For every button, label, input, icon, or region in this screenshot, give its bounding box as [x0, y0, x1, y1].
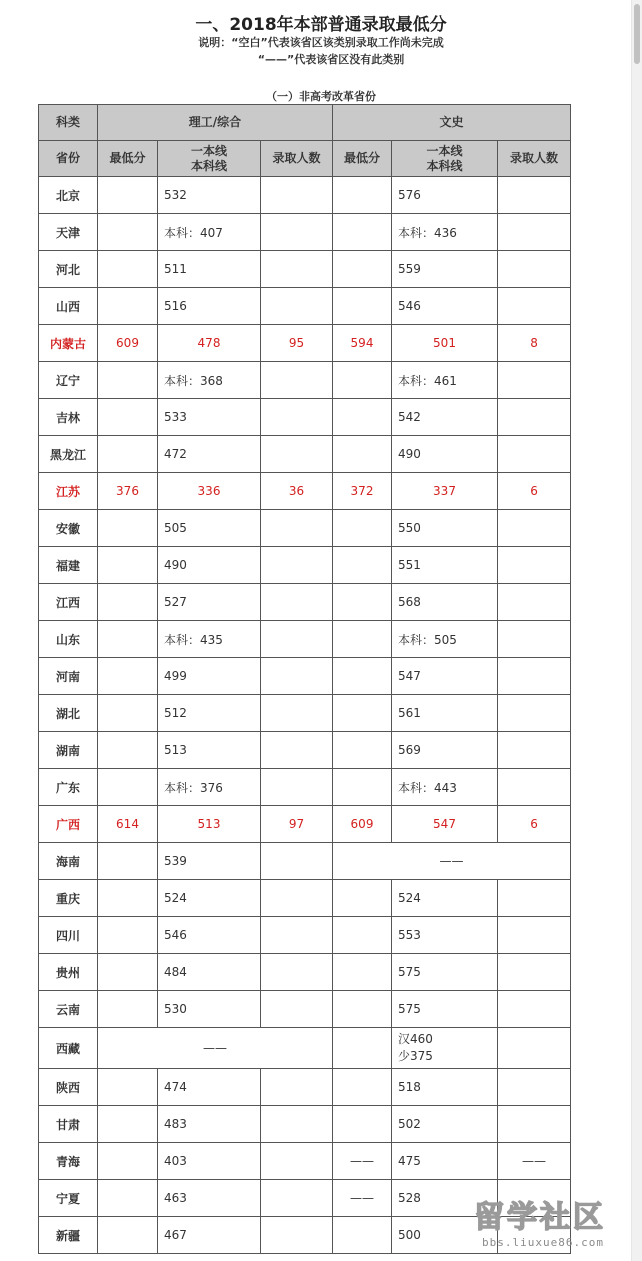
- arts-line: 542: [392, 399, 498, 436]
- science-admitted: [261, 1217, 333, 1254]
- science-line: 483: [158, 1106, 261, 1143]
- arts-line: 547: [392, 658, 498, 695]
- arts-line: 汉460 少375: [392, 1028, 498, 1069]
- science-admitted: [261, 621, 333, 658]
- science-admitted: [261, 251, 333, 288]
- science-admitted: [261, 214, 333, 251]
- science-line: 463: [158, 1180, 261, 1217]
- province-cell: 青海: [39, 1143, 98, 1180]
- science-min-score: [98, 584, 158, 621]
- arts-admitted: 6: [498, 473, 571, 510]
- arts-admitted: [498, 214, 571, 251]
- science-merged-cell: ——: [98, 1028, 333, 1069]
- science-line: 527: [158, 584, 261, 621]
- table-row: [39, 621, 571, 658]
- science-min-score: [98, 1143, 158, 1180]
- science-line: 513: [158, 732, 261, 769]
- header-row-category: [39, 105, 571, 141]
- table-row: [39, 1028, 571, 1069]
- arts-admitted: [498, 1028, 571, 1069]
- table-row: [39, 695, 571, 732]
- science-min-score: [98, 1217, 158, 1254]
- table-row: [39, 251, 571, 288]
- science-admitted: [261, 177, 333, 214]
- table-row: [39, 991, 571, 1028]
- table-row: [39, 325, 571, 362]
- science-admitted: [261, 917, 333, 954]
- table-row: [39, 547, 571, 584]
- arts-line: 575: [392, 954, 498, 991]
- table-row: [39, 917, 571, 954]
- arts-min-score: ——: [333, 1143, 392, 1180]
- science-min-score: [98, 991, 158, 1028]
- science-admitted: [261, 880, 333, 917]
- table-row: [39, 584, 571, 621]
- province-cell: 广西: [39, 806, 98, 843]
- arts-admitted: [498, 769, 571, 806]
- arts-line: 568: [392, 584, 498, 621]
- science-line: 539: [158, 843, 261, 880]
- arts-line: 本科：443: [392, 769, 498, 806]
- table-row: [39, 436, 571, 473]
- arts-admitted: [498, 621, 571, 658]
- arts-min-score: [333, 695, 392, 732]
- scrollbar-track[interactable]: [631, 0, 642, 1261]
- science-line: 512: [158, 695, 261, 732]
- arts-min-score: [333, 954, 392, 991]
- arts-line: 553: [392, 917, 498, 954]
- arts-line: 501: [392, 325, 498, 362]
- science-min-score: 614: [98, 806, 158, 843]
- science-admitted: [261, 843, 333, 880]
- arts-line: 本科：505: [392, 621, 498, 658]
- arts-admitted: [498, 362, 571, 399]
- science-min-score: [98, 399, 158, 436]
- science-line: 484: [158, 954, 261, 991]
- science-line: 本科：435: [158, 621, 261, 658]
- arts-admitted: [498, 917, 571, 954]
- province-cell: 重庆: [39, 880, 98, 917]
- arts-line: 本科：461: [392, 362, 498, 399]
- header-science-admitted: 录取人数: [261, 141, 333, 177]
- science-admitted: [261, 362, 333, 399]
- watermark-logo-text: 留学社区: [474, 1200, 606, 1235]
- arts-min-score: [333, 1217, 392, 1254]
- province-cell: 天津: [39, 214, 98, 251]
- table-row: [39, 1106, 571, 1143]
- science-admitted: [261, 547, 333, 584]
- arts-admitted: [498, 177, 571, 214]
- arts-min-score: [333, 362, 392, 399]
- province-cell: 四川: [39, 917, 98, 954]
- science-min-score: [98, 362, 158, 399]
- science-admitted: [261, 658, 333, 695]
- province-cell: 海南: [39, 843, 98, 880]
- science-min-score: [98, 1069, 158, 1106]
- science-min-score: [98, 547, 158, 584]
- science-line: 513: [158, 806, 261, 843]
- header-category: 科类: [39, 105, 98, 141]
- science-line: 516: [158, 288, 261, 325]
- arts-min-score: [333, 547, 392, 584]
- province-cell: 辽宁: [39, 362, 98, 399]
- arts-min-score: 594: [333, 325, 392, 362]
- science-admitted: [261, 584, 333, 621]
- arts-admitted: [498, 991, 571, 1028]
- science-min-score: [98, 288, 158, 325]
- science-min-score: [98, 436, 158, 473]
- table-row: [39, 177, 571, 214]
- arts-line: 561: [392, 695, 498, 732]
- province-cell: 北京: [39, 177, 98, 214]
- header-science: 理工/综合: [98, 105, 333, 141]
- arts-line: 518: [392, 1069, 498, 1106]
- header-arts: 文史: [333, 105, 571, 141]
- science-admitted: [261, 436, 333, 473]
- science-admitted: 95: [261, 325, 333, 362]
- arts-min-score: [333, 510, 392, 547]
- arts-line: 337: [392, 473, 498, 510]
- score-table: [38, 104, 571, 1254]
- arts-line: 576: [392, 177, 498, 214]
- arts-admitted: ——: [498, 1143, 571, 1180]
- science-line: 472: [158, 436, 261, 473]
- science-min-score: 609: [98, 325, 158, 362]
- table-row: [39, 399, 571, 436]
- science-admitted: [261, 399, 333, 436]
- province-cell: 江西: [39, 584, 98, 621]
- arts-admitted: [498, 1106, 571, 1143]
- arts-admitted: [498, 547, 571, 584]
- province-cell: 吉林: [39, 399, 98, 436]
- arts-line: 559: [392, 251, 498, 288]
- province-cell: 甘肃: [39, 1106, 98, 1143]
- arts-min-score: [333, 1069, 392, 1106]
- arts-min-score: [333, 399, 392, 436]
- science-min-score: [98, 658, 158, 695]
- arts-min-score: [333, 288, 392, 325]
- science-admitted: [261, 1180, 333, 1217]
- province-cell: 新疆: [39, 1217, 98, 1254]
- table-row: [39, 732, 571, 769]
- arts-admitted: [498, 658, 571, 695]
- province-cell: 福建: [39, 547, 98, 584]
- arts-line: 550: [392, 510, 498, 547]
- province-cell: 内蒙古: [39, 325, 98, 362]
- science-line: 533: [158, 399, 261, 436]
- arts-admitted: [498, 436, 571, 473]
- table-row: [39, 1143, 571, 1180]
- arts-admitted: 8: [498, 325, 571, 362]
- science-min-score: [98, 917, 158, 954]
- arts-line: 524: [392, 880, 498, 917]
- science-min-score: [98, 880, 158, 917]
- province-cell: 山西: [39, 288, 98, 325]
- arts-min-score: [333, 1106, 392, 1143]
- arts-line: 547: [392, 806, 498, 843]
- science-min-score: [98, 769, 158, 806]
- table-row: [39, 954, 571, 991]
- province-cell: 湖北: [39, 695, 98, 732]
- arts-min-score: [333, 769, 392, 806]
- province-cell: 安徽: [39, 510, 98, 547]
- science-min-score: [98, 251, 158, 288]
- arts-min-score: 372: [333, 473, 392, 510]
- science-admitted: [261, 1069, 333, 1106]
- science-line: 530: [158, 991, 261, 1028]
- science-admitted: [261, 695, 333, 732]
- science-line: 467: [158, 1217, 261, 1254]
- arts-min-score: [333, 214, 392, 251]
- header-arts-min: 最低分: [333, 141, 392, 177]
- arts-line: 575: [392, 991, 498, 1028]
- arts-line: 502: [392, 1106, 498, 1143]
- science-admitted: [261, 732, 333, 769]
- science-min-score: [98, 1180, 158, 1217]
- province-cell: 河北: [39, 251, 98, 288]
- arts-min-score: 609: [333, 806, 392, 843]
- science-min-score: [98, 843, 158, 880]
- arts-admitted: [498, 1217, 571, 1254]
- table-row: [39, 880, 571, 917]
- note-dash: “——”代表该省区没有此类别: [257, 53, 405, 66]
- arts-line: 551: [392, 547, 498, 584]
- arts-line: 本科：436: [392, 214, 498, 251]
- science-admitted: 36: [261, 473, 333, 510]
- science-admitted: 97: [261, 806, 333, 843]
- arts-admitted: [498, 1180, 571, 1217]
- arts-min-score: [333, 436, 392, 473]
- arts-admitted: [498, 584, 571, 621]
- header-row-columns: [39, 141, 571, 177]
- table-row: [39, 1217, 571, 1254]
- note-blank: 说明：“空白”代表该省区该类别录取工作尚未完成: [198, 36, 444, 49]
- arts-min-score: [333, 991, 392, 1028]
- science-admitted: [261, 510, 333, 547]
- science-min-score: [98, 214, 158, 251]
- province-cell: 河南: [39, 658, 98, 695]
- science-line: 490: [158, 547, 261, 584]
- science-admitted: [261, 288, 333, 325]
- science-admitted: [261, 1106, 333, 1143]
- header-arts-line: 一本线 本科线: [392, 141, 498, 177]
- province-cell: 宁夏: [39, 1180, 98, 1217]
- province-cell: 西藏: [39, 1028, 98, 1069]
- science-min-score: [98, 621, 158, 658]
- science-min-score: [98, 732, 158, 769]
- province-cell: 陕西: [39, 1069, 98, 1106]
- arts-merged-cell: ——: [333, 843, 571, 880]
- arts-line: 500: [392, 1217, 498, 1254]
- province-cell: 山东: [39, 621, 98, 658]
- scrollbar-thumb[interactable]: [634, 4, 640, 64]
- table-row: [39, 658, 571, 695]
- science-line: 505: [158, 510, 261, 547]
- arts-min-score: [333, 732, 392, 769]
- science-admitted: [261, 954, 333, 991]
- arts-admitted: [498, 399, 571, 436]
- arts-line: 569: [392, 732, 498, 769]
- arts-min-score: ——: [333, 1180, 392, 1217]
- science-line: 478: [158, 325, 261, 362]
- header-arts-admitted: 录取人数: [498, 141, 571, 177]
- arts-admitted: [498, 732, 571, 769]
- science-line: 499: [158, 658, 261, 695]
- table-row: [39, 214, 571, 251]
- science-min-score: [98, 695, 158, 732]
- header-science-line: 一本线 本科线: [158, 141, 261, 177]
- arts-admitted: [498, 880, 571, 917]
- page-title: 一、2018年本部普通录取最低分: [195, 15, 447, 35]
- science-line: 511: [158, 251, 261, 288]
- science-min-score: [98, 510, 158, 547]
- province-cell: 黑龙江: [39, 436, 98, 473]
- table-row: [39, 473, 571, 510]
- science-min-score: [98, 177, 158, 214]
- arts-line: 490: [392, 436, 498, 473]
- province-cell: 贵州: [39, 954, 98, 991]
- table-subtitle: （一）非高考改革省份: [266, 90, 376, 103]
- science-line: 本科：407: [158, 214, 261, 251]
- arts-min-score: [333, 917, 392, 954]
- science-admitted: [261, 1143, 333, 1180]
- arts-line: 475: [392, 1143, 498, 1180]
- science-line: 403: [158, 1143, 261, 1180]
- province-cell: 湖南: [39, 732, 98, 769]
- province-cell: 江苏: [39, 473, 98, 510]
- arts-min-score: [333, 584, 392, 621]
- science-min-score: [98, 1106, 158, 1143]
- science-line: 336: [158, 473, 261, 510]
- science-min-score: [98, 954, 158, 991]
- arts-admitted: [498, 288, 571, 325]
- arts-admitted: [498, 954, 571, 991]
- table-row: [39, 769, 571, 806]
- table-row: [39, 510, 571, 547]
- arts-admitted: [498, 695, 571, 732]
- arts-min-score: [333, 621, 392, 658]
- science-line: 546: [158, 917, 261, 954]
- header-province: 省份: [39, 141, 98, 177]
- science-line: 本科：376: [158, 769, 261, 806]
- science-admitted: [261, 991, 333, 1028]
- table-row: [39, 1069, 571, 1106]
- arts-min-score: [333, 1028, 392, 1069]
- science-admitted: [261, 769, 333, 806]
- science-min-score: 376: [98, 473, 158, 510]
- science-line: 474: [158, 1069, 261, 1106]
- arts-admitted: [498, 1069, 571, 1106]
- science-line: 524: [158, 880, 261, 917]
- table-row: [39, 288, 571, 325]
- province-cell: 云南: [39, 991, 98, 1028]
- arts-admitted: [498, 510, 571, 547]
- arts-line: 546: [392, 288, 498, 325]
- table-row: [39, 843, 571, 880]
- arts-min-score: [333, 880, 392, 917]
- table-row: [39, 362, 571, 399]
- arts-admitted: [498, 251, 571, 288]
- table-row: [39, 806, 571, 843]
- arts-min-score: [333, 177, 392, 214]
- arts-line: 528: [392, 1180, 498, 1217]
- arts-admitted: 6: [498, 806, 571, 843]
- watermark-url: bbs.liuxue86.com: [482, 1236, 604, 1249]
- header-science-min: 最低分: [98, 141, 158, 177]
- arts-min-score: [333, 658, 392, 695]
- province-cell: 广东: [39, 769, 98, 806]
- arts-min-score: [333, 251, 392, 288]
- table-row: [39, 1180, 571, 1217]
- science-line: 532: [158, 177, 261, 214]
- science-line: 本科：368: [158, 362, 261, 399]
